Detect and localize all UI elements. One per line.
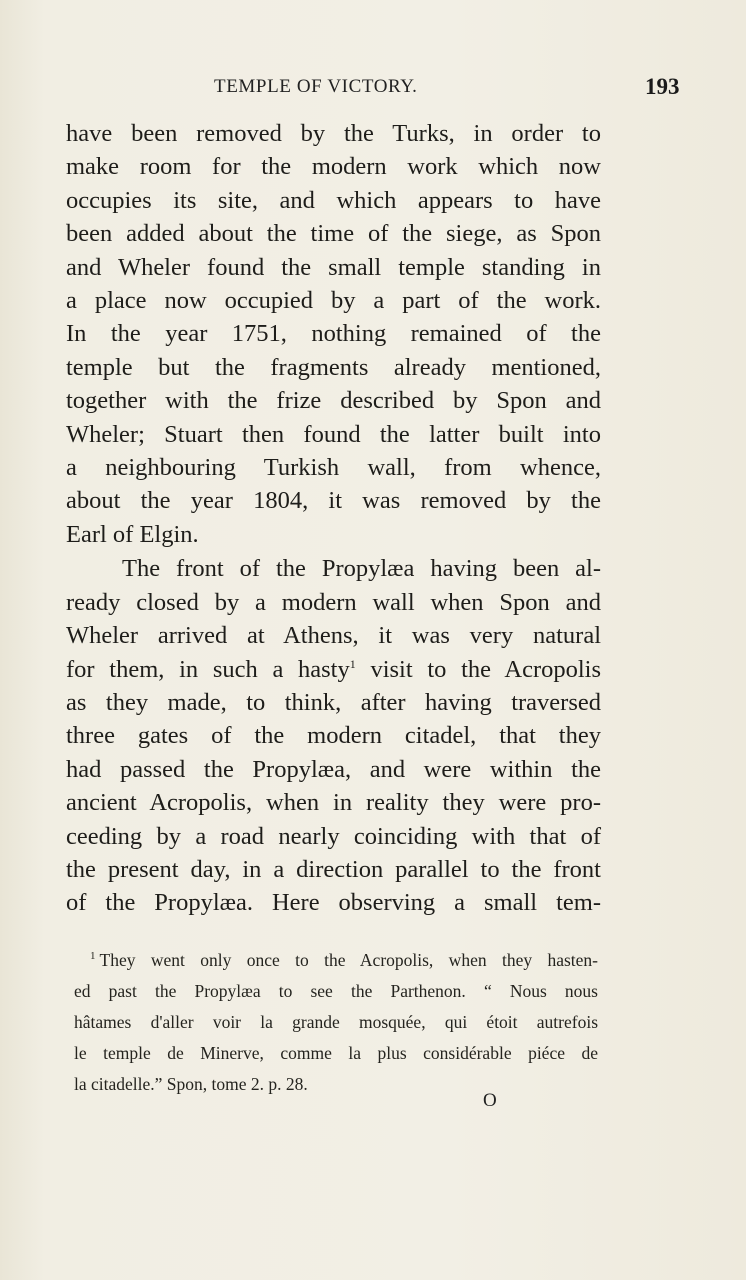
footnote-marker: 1 [90, 950, 96, 963]
text-line: had passed the Propylæa, and were within the [66, 755, 601, 783]
text-line: ancient Acropolis, when in reality they were pro- [66, 789, 601, 817]
footnote-line: le temple de Minerve, comme la plus considérable piéce de [74, 1043, 598, 1063]
text-line: and Wheler found the small temple standing in [66, 253, 601, 281]
text-line: Wheler arrived at Athens, it was very natural [66, 622, 601, 650]
footnote-text: They went only once to the Acropolis, when they hasten- [99, 950, 598, 970]
footnote-reference: 1 [349, 656, 356, 671]
body-text [66, 117, 601, 920]
text-segment: visit to the Acropolis [370, 655, 601, 683]
text-line: a place now occupied by a part of the work. [66, 287, 601, 315]
running-head [0, 74, 746, 104]
signature-mark: O [483, 1090, 497, 1111]
text-line: of the Propylæa. Here observing a small tem- [66, 889, 601, 917]
text-line: about the year 1804, it was removed by the [66, 487, 601, 515]
text-line: ready closed by a modern wall when Spon and [66, 588, 601, 616]
footnote-line: la citadelle.” Spon, tome 2. p. 28. [74, 1074, 308, 1094]
text-line: been added about the time of the siege, as Spon [66, 220, 601, 248]
text-line: a neighbouring Turkish wall, from whence, [66, 454, 601, 482]
text-line: occupies its site, and which appears to have [66, 186, 601, 214]
text-line: the present day, in a direction parallel to the front [66, 855, 601, 883]
running-title: TEMPLE OF VICTORY. [214, 76, 418, 97]
text-line: Earl of Elgin. [66, 520, 199, 548]
text-line: together with the frize described by Spon and [66, 387, 601, 415]
page-number: 193 [645, 74, 680, 99]
text-line: ceeding by a road nearly coinciding with that of [66, 822, 601, 850]
paragraph-1 [66, 117, 601, 551]
text-line: The front of the Propylæa having been al- [122, 555, 601, 583]
footnote-line: hâtames d'aller voir la grande mosquée, qui étoit autrefois [74, 1012, 598, 1032]
text-line: In the year 1751, nothing remained of the [66, 320, 601, 348]
text-line: have been removed by the Turks, in order to [66, 120, 601, 147]
paragraph-2 [66, 552, 601, 919]
footnote-line: ed past the Propylæa to see the Parthenon. “ Nous nous [74, 981, 598, 1001]
text-line: as they made, to think, after having traversed [66, 688, 601, 716]
text-line: make room for the modern work which now [66, 153, 601, 181]
text-line: three gates of the modern citadel, that they [66, 722, 601, 750]
footnote-line [74, 945, 598, 976]
footnote [74, 945, 598, 1100]
text-line: temple but the fragments already mentioned, [66, 353, 601, 381]
text-line-with-footnote-ref [66, 653, 601, 686]
text-segment: for them, in such a hasty [66, 655, 350, 683]
text-line: Wheler; Stuart then found the latter built into [66, 420, 601, 448]
